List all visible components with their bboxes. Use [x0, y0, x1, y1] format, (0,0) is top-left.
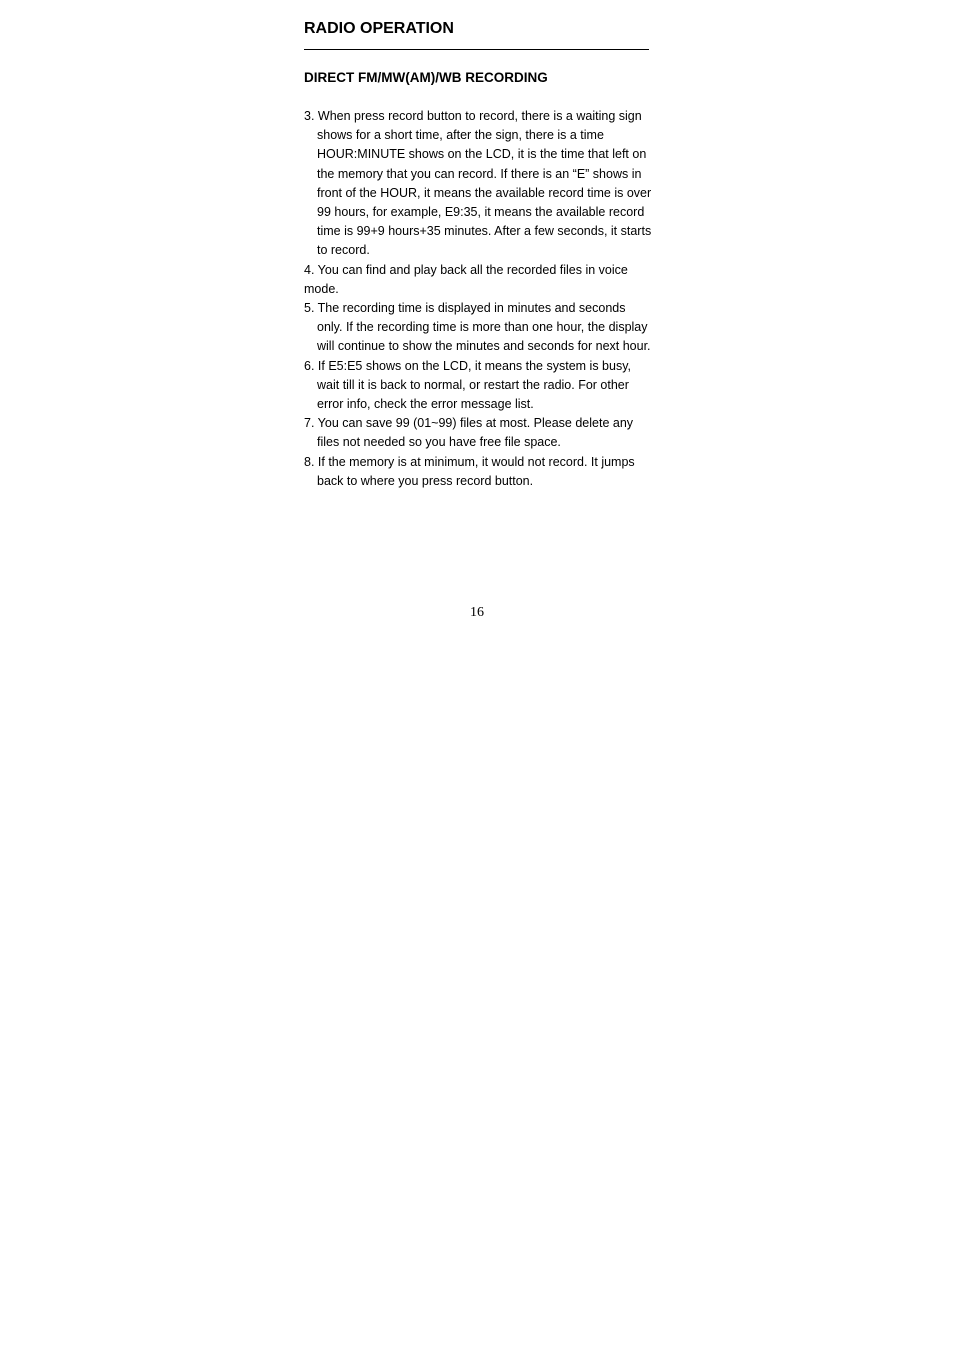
instruction-list	[304, 107, 654, 491]
list-item: 7. You can save 99 (01~99) files at most. Please delete any files not needed so you have free file space.	[304, 416, 634, 450]
title-divider	[304, 49, 649, 50]
list-item: 8. If the memory is at minimum, it would not record. It jumps back to where you press record button.	[304, 454, 635, 488]
page-number: 16	[470, 605, 484, 620]
sub-title: DIRECT FM/MW(AM)/WB RECORDING	[304, 70, 548, 85]
list-item: 4. You can find and play back all the recorded files in voice mode.	[304, 262, 628, 296]
section-title: RADIO OPERATION	[304, 20, 454, 37]
list-item: 3. When press record button to record, there is a waiting sign shows for a short time, after the sign, there is a time HOUR:MINUTE shows on the LCD, it is the time that left on the memory that you can record. If there is an “E” shows in front of the HOUR, it means the available record time is over 99 hours, for example, E9:35, it means the available record time is 99+9 hours+35 minutes. After a few seconds, it starts to record.	[304, 109, 652, 258]
list-item: 5. The recording time is displayed in minutes and seconds only. If the recording time is more than one hour, the display will continue to show the minutes and seconds for next hour.	[304, 301, 651, 354]
list-item: 6. If E5:E5 shows on the LCD, it means the system is busy, wait till it is back to normal, or restart the radio. For other error info, check the error message list.	[304, 358, 631, 412]
